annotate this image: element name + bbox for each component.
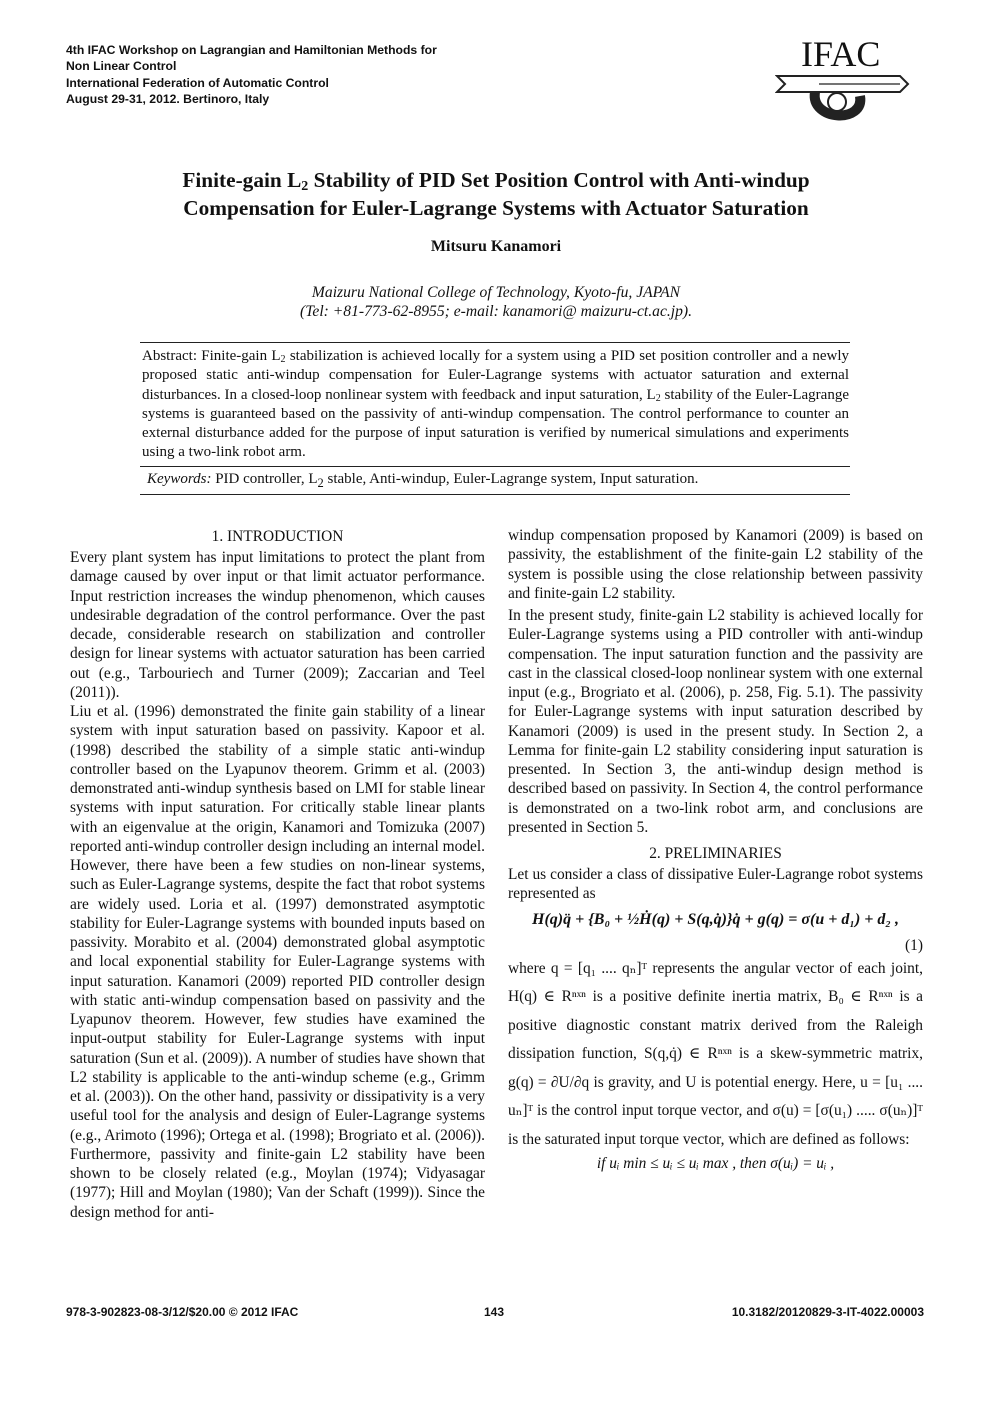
page-number: 143 [484,1305,505,1319]
title-subscript: 2 [301,179,309,194]
divider [140,494,850,495]
header-line: International Federation of Automatic Control [66,75,329,90]
abstract-text: Abstract: Finite-gain L [142,348,281,364]
abstract [142,347,849,463]
header-line: Non Linear Control [66,59,177,74]
divider [140,342,850,343]
ifac-logo [775,36,910,131]
paragraph: Every plant system has input limitations to protect the plant from damage caused by over input or that limit actuator performance. Input restriction increases the windup phenomenon, which causes undesirable degradation of the control performance. Over the past decade, considerable research on stabilization and controller design for linear systems with actuator saturation has been carried out (e.g., Tarbouriech and Turner (2009); Zaccarian and Teel (2011)). [70,549,485,701]
divider [140,466,850,467]
equation-number: (1) [905,936,923,954]
abstract-text: stabilization is achieved locally for a system using a PID set position controller and a newly proposed static anti-windup compensation for Euler-Lagrange systems with actuator saturation and external disturbances. In a closed-loop nonlinear system with feedback and input saturation, L [142,348,849,403]
affiliation-line: Maizuru National College of Technology, Kyoto-fu, JAPAN [311,284,681,301]
logo-text: IFAC [801,36,881,74]
paragraph: Liu et al. (1996) demonstrated the finite gain stability of a linear system with input saturation based on passivity. Kapoor et al. (1998) described the stability of a simple static anti-windup controller based on the Lyapunov theorem. Grimm et al. (2003) demonstrated anti-windup synthesis based on LMI for stable linear systems with input saturation. For critically stable linear plants with an eigenvalue at the origin, Kanamori and Tomizuka (2007) reported anti-windup controller design including an internal model. However, there have been a few studies on non-linear systems, such as Euler-Lagrange systems, despite the fact that robot systems are widely used. Loria et al. (1997) demonstrated asymptotic stability for Euler-Lagrange systems with bounded inputs based on passivity. Morabito et al. (2004) demonstrated global asymptotic and local exponential stability for Euler-Lagrange systems with input saturation. Kanamori (2009) reported PID controller design with static anti-windup compensation based on passivity and the Lyapunov theorem. However, few studies have examined the input-output stability for Euler-Lagrange systems with input saturation (Sun et al. (2009)). A number of studies have shown that L2 stability is applicable to the anti-windup scheme (e.g., Grimm et al. (2003)). On the other hand, passivity or dissipativity is a very useful tool for the analysis and design of Euler-Lagrange systems (e.g., Arimoto (1996); Ortega et al. (1998); Brogriato et al. (2006)). Furthermore, passivity and finite-gain L2 stability have been shown to be closely related (e.g., Moylan (1974); Vidyasagar (1977); Hill and Moylan (1980); Van der Schaft (1999)). Since the design method for anti- [70,703,485,1221]
footer-isbn: 978-3-902823-08-3/12/$20.00 © 2012 IFAC [66,1305,299,1319]
subscript: 2 [317,476,324,490]
affiliation-line: (Tel: +81-773-62-8955; e-mail: kanamori@ maizuru-ct.ac.jp). [300,303,692,320]
equation-condition: if uᵢ min ≤ uᵢ ≤ uᵢ max , then σ(uᵢ) = uᵢ , [596,1155,835,1173]
footer-doi: 10.3182/20120829-3-IT-4022.00003 [731,1305,924,1319]
keywords-label: Keywords: [147,471,212,487]
section-heading: 1. INTRODUCTION [211,528,344,545]
subscript: 2 [655,392,661,404]
paragraph: Let us consider a class of dissipative Euler-Lagrange robot systems represented as [508,866,923,903]
affiliation [0,283,992,321]
keywords-text: PID controller, L [211,471,318,487]
header-line: 4th IFAC Workshop on Lagrangian and Hamiltonian Methods for [66,43,437,57]
section-heading: 2. PRELIMINARIES [649,845,782,862]
conference-header [66,42,506,108]
right-column [508,526,923,1174]
abstract-text: stability of the Euler-Lagrange systems is guaranteed based on the passivity of anti-windup compensation. The control performance to counter an external disturbance added for the purpose of input saturation is verified by numerical simulations and experiments using a two-link robot arm. [142,386,849,461]
title-text: Stability of PID Set Position Control with Anti-windup [308,168,810,192]
paper-title [60,166,932,222]
author-name: Mitsuru Kanamori [430,238,562,255]
left-column [70,526,485,1222]
keywords [147,470,847,493]
paragraph: where q = [q₁ .... qₙ]ᵀ represents the angular vector of each joint, H(q) ∈ Rⁿˣⁿ is a positive definite inertia matrix, B₀ ∈ Rⁿˣⁿ is a positive diagnostic constant matrix derived from the Raleigh dissipation function, S(q,q̇) ∈ Rⁿˣⁿ is a skew-symmetric matrix, g(q) = ∂U/∂q is gravity, and U is potential energy. Here, u = [u₁ .... uₙ]ᵀ is the control input torque vector, and σ(u) = [σ(u₁) ..... σ(uₙ)]ᵀ is the saturated input torque vector, which are defined as follows: [508,959,923,1148]
equation-1: H(q)q̈ + {B₀ + ½Ḣ(q) + S(q,q̇)}q̇ + g(q) = σ(u + d₁) + d₂ , [532,910,899,928]
subscript: 2 [280,354,286,365]
keywords-text: stable, Anti-windup, Euler-Lagrange system, Input saturation. [323,471,699,487]
paragraph: windup compensation proposed by Kanamori (2009) is based on passivity, the establishment of the finite-gain L2 stability of the system is possible using the close relationship between passivity and finite-gain L2 stability. [508,527,923,602]
title-text: Compensation for Euler-Lagrange Systems with Actuator Saturation [183,196,809,220]
paragraph: In the present study, finite-gain L2 stability is achieved locally for Euler-Lagrange systems using a PID controller with anti-windup compensation. The input saturation function and the passivity are cast in the classical closed-loop nonlinear system with one external input (e.g., Brogriato et al. (2006), p. 258, Fig. 5.1). The passivity for Euler-Lagrange systems with input saturation described by Kanamori (2009) is used in the present study. In Section 2, a Lemma for finite-gain L2 stability considering input saturation is presented. In Section 3, the anti-windup design method is described based on passivity. In Section 4, the control performance is demonstrated on a two-link robot arm, and conclusions are presented in Section 5. [508,607,923,836]
title-text: Finite-gain L [182,168,302,192]
header-line: August 29-31, 2012. Bertinoro, Italy [66,92,270,107]
